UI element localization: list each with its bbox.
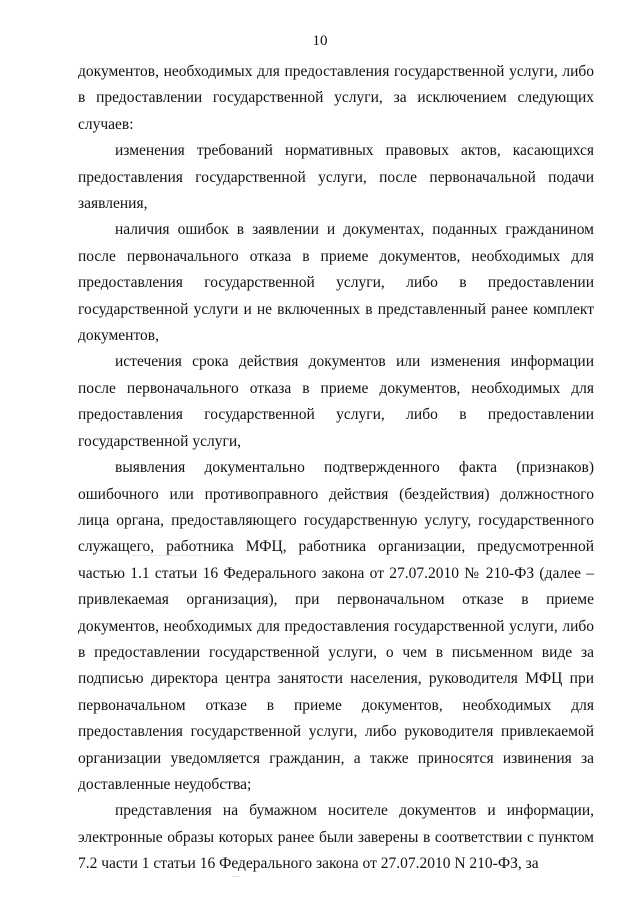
scan-artifact: [132, 555, 202, 556]
document-body: [78, 59, 594, 878]
paragraph-case-wrongful-action: выявления документально подтвержденного факта (признаков) ошибочного или противоправного действия (бездействия) должностного лица органа, предоставляющего государственную услугу, государственного служащего, работника МФЦ, работника организации, предусмотренной частью 1.1 статьи 16 Федерального закона от 27.07.2010 № 210-ФЗ (далее – привлекаемая организация), при первоначальном отказе в приеме документов, необходимых для предоставления государственной услуги, либо в предоставлении государственной услуги, о чем в письменном виде за подписью директора центра занятости населения, руководителя МФЦ при первоначальном отказе в приеме документов, необходимых для предоставления государственной услуги, либо руководителя привлекаемой организации уведомляется гражданин, а также приносятся извинения за доставленные неудобства;: [78, 459, 594, 793]
paragraph-case-errors: наличия ошибок в заявлении и документах, поданных гражданином после первоначального отказа в приеме документов, необходимых для предоставления государственной услуги, либо в предоставлении государственной услуги и не включенных в представленный ранее комплект документов,: [78, 221, 594, 345]
paragraph-paper-submission: представления на бумажном носителе документов и информации, электронные образы которых ранее были заверены в соответствии с пунктом 7.2 части 1 статьи 16 Федерального закона от 27.07.2010 N 210-ФЗ, за: [78, 802, 594, 873]
paragraph-continuation: документов, необходимых для предоставления государственной услуги, либо в предоставлении государственной услуги, за исключением следующих случаев:: [78, 63, 594, 133]
scan-artifact: [418, 555, 468, 556]
paragraph-case-expiry: истечения срока действия документов или изменения информации после первоначального отказа в приеме документов, необходимых для предоставления государственной услуги, либо в предоставлении государственной услуги,: [78, 353, 594, 450]
page-number: 10: [312, 33, 328, 49]
paragraph-case-requirements-change: изменения требований нормативных правовых актов, касающихся предоставления государственной услуги, после первоначальной подачи заявления,: [78, 142, 594, 213]
scan-artifact: [232, 876, 240, 877]
